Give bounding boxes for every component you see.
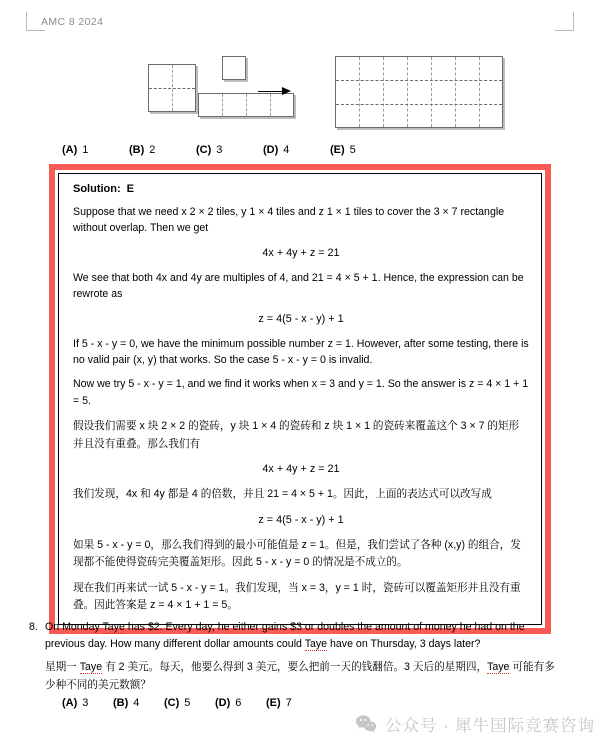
solution-paragraph-4: Now we try 5 - x - y = 1, and we find it works when x = 3 and y = 1. So the answer is z = 4 × 1 + 1 = 5. xyxy=(73,378,529,407)
solution-equation-4: z = 4(5 - x - y) + 1 xyxy=(258,513,344,526)
rect-divider-v-4 xyxy=(431,57,432,127)
q8-choice-c-value: 5 xyxy=(184,697,191,709)
tile-2x2-divider-h xyxy=(149,88,195,89)
tile-1x4-divider-v-3 xyxy=(270,94,271,116)
solution-heading-label: Solution: xyxy=(73,183,121,195)
choice-b[interactable] xyxy=(129,144,196,156)
solution-panel xyxy=(58,173,542,625)
q8-en-post: have on Thursday, 3 days later? xyxy=(327,637,481,650)
rect-divider-v-5 xyxy=(455,57,456,127)
choice-b-label: (B) xyxy=(129,144,145,156)
question-8-english xyxy=(45,619,559,653)
q8-choice-a-value: 3 xyxy=(82,697,89,709)
choice-e[interactable] xyxy=(330,144,397,156)
solution-paragraph-2: We see that both 4x and 4y are multiples of 4, and 21 = 4 × 5 + 1. Hence, the expression can be rewrote as xyxy=(73,271,524,301)
rectangle-3x7 xyxy=(335,56,503,128)
solution-equation-1: 4x + 4y + z = 21 xyxy=(262,246,340,259)
q8-zh-post: 可能有多少种不同的美元数额？ xyxy=(45,660,555,691)
q8-choice-a[interactable] xyxy=(62,697,113,709)
question-8-number: 8. xyxy=(29,621,38,633)
question-8-chinese xyxy=(45,658,559,694)
q8-choice-d[interactable] xyxy=(215,697,266,709)
q8-zh-name-2: Taye xyxy=(487,660,510,673)
q8-choice-b[interactable] xyxy=(113,697,164,709)
q8-choice-d-value: 6 xyxy=(235,697,242,709)
q8-choice-d-label: (D) xyxy=(215,697,231,709)
solution-answer-letter: E xyxy=(126,183,134,195)
choice-e-label: (E) xyxy=(330,144,345,156)
solution-paragraph-zh-2: 我们发现，4x 和 4y 都是 4 的倍数，并且 21 = 4 × 5 + 1。因此，上面的表达式可以改写成 xyxy=(73,488,492,501)
q8-choice-c-label: (C) xyxy=(164,697,180,709)
answer-choices-q8 xyxy=(62,697,317,709)
watermark-text: 公众号 · 犀牛国际竞赛咨询 xyxy=(385,717,596,735)
rect-divider-h-2 xyxy=(336,104,502,105)
q8-en-mid: has $2. Every day, he either gains $3 or doubles the amount of money he had on the previous day. How many different dollar amounts could xyxy=(45,621,525,650)
q8-choice-b-label: (B) xyxy=(113,697,129,709)
choice-d[interactable] xyxy=(263,144,330,156)
solution-paragraph-zh-3: 如果 5 - x - y = 0，那么我们得到的最小可能值是 z = 1。但是，我们尝试了各种 (x,y) 的组合，发现都不能使得瓷砖完美覆盖矩形。因此 5 - x - y = 0 的情况是不成立的。 xyxy=(73,538,521,569)
tile-1x4-divider-v-1 xyxy=(222,94,223,116)
q8-en-pre: On Monday xyxy=(45,621,103,633)
right-arrow-icon xyxy=(258,87,292,96)
choice-c-value: 3 xyxy=(216,144,223,156)
solution-paragraph-3: If 5 - x - y = 0, we have the minimum possible number z = 1. However, after some testing, there is no valid pair (x, y) that works. So the case 5 - x - y = 0 is invalid. xyxy=(73,337,529,367)
question-8 xyxy=(29,619,559,694)
q8-choice-b-value: 4 xyxy=(133,697,140,709)
watermark xyxy=(355,712,595,736)
choice-b-value: 2 xyxy=(149,144,156,156)
q8-choice-a-label: (A) xyxy=(62,697,78,709)
tile-1x1 xyxy=(222,56,246,80)
solution-paragraph-1: Suppose that we need x 2 × 2 tiles, y 1 × 4 tiles and z 1 × 1 tiles to cover the 3 × 7 rectangle without overlap. Then we get xyxy=(73,206,505,235)
wechat-icon xyxy=(355,713,377,735)
solution-paragraph-zh-1: 假设我们需要 x 块 2 × 2 的瓷砖，y 块 1 × 4 的瓷砖和 z 块 1 × 1 的瓷砖来覆盖这个 3 × 7 的矩形并且没有重叠。那么我们有 xyxy=(73,420,520,450)
q8-zh-mid: 有 2 美元。每天，他要么得到 3 美元，要么把前一天的钱翻倍。3 天后的星期四， xyxy=(102,660,488,673)
q8-zh-name-1: Taye xyxy=(79,660,103,673)
q8-choice-c[interactable] xyxy=(164,697,215,709)
solution-equation-2: z = 4(5 - x - y) + 1 xyxy=(258,312,344,325)
crop-mark-top-right xyxy=(555,12,574,31)
q8-choice-e-label: (E) xyxy=(266,697,281,709)
choice-c-label: (C) xyxy=(196,144,212,156)
choice-e-value: 5 xyxy=(349,144,356,156)
solution-paragraph-zh-4: 现在我们再来试一试 5 - x - y = 1。我们发现，当 x = 3，y = 1 时，瓷砖可以覆盖矩形并且没有重叠。因此答案是 z = 4 × 1 + 1 = 5。 xyxy=(73,581,521,612)
q8-en-name-1: Taye xyxy=(102,621,125,633)
solution-highlight-box xyxy=(49,164,551,634)
page-running-header: AMC 8 2024 xyxy=(41,16,104,28)
choice-a-value: 1 xyxy=(82,144,89,156)
solution-equation-3: 4x + 4y + z = 21 xyxy=(262,463,340,476)
q8-choice-e[interactable] xyxy=(266,697,317,709)
rect-divider-v-3 xyxy=(407,57,408,127)
solution-heading xyxy=(73,183,529,195)
choice-d-value: 4 xyxy=(283,144,290,156)
rect-divider-v-6 xyxy=(479,57,480,127)
tile-1x4-divider-v-2 xyxy=(246,94,247,116)
choice-a-label: (A) xyxy=(62,144,78,156)
q8-en-name-2: Taye xyxy=(304,637,328,650)
rect-divider-h-1 xyxy=(336,80,502,81)
q8-choice-e-value: 7 xyxy=(285,697,292,709)
answer-choices-q7 xyxy=(62,144,397,156)
choice-c[interactable] xyxy=(196,144,263,156)
choice-a[interactable] xyxy=(62,144,129,156)
rect-divider-v-2 xyxy=(383,57,384,127)
rect-divider-v-1 xyxy=(359,57,360,127)
choice-d-label: (D) xyxy=(263,144,279,156)
q8-zh-pre: 星期一 xyxy=(45,660,80,673)
tiling-figure xyxy=(0,52,600,122)
